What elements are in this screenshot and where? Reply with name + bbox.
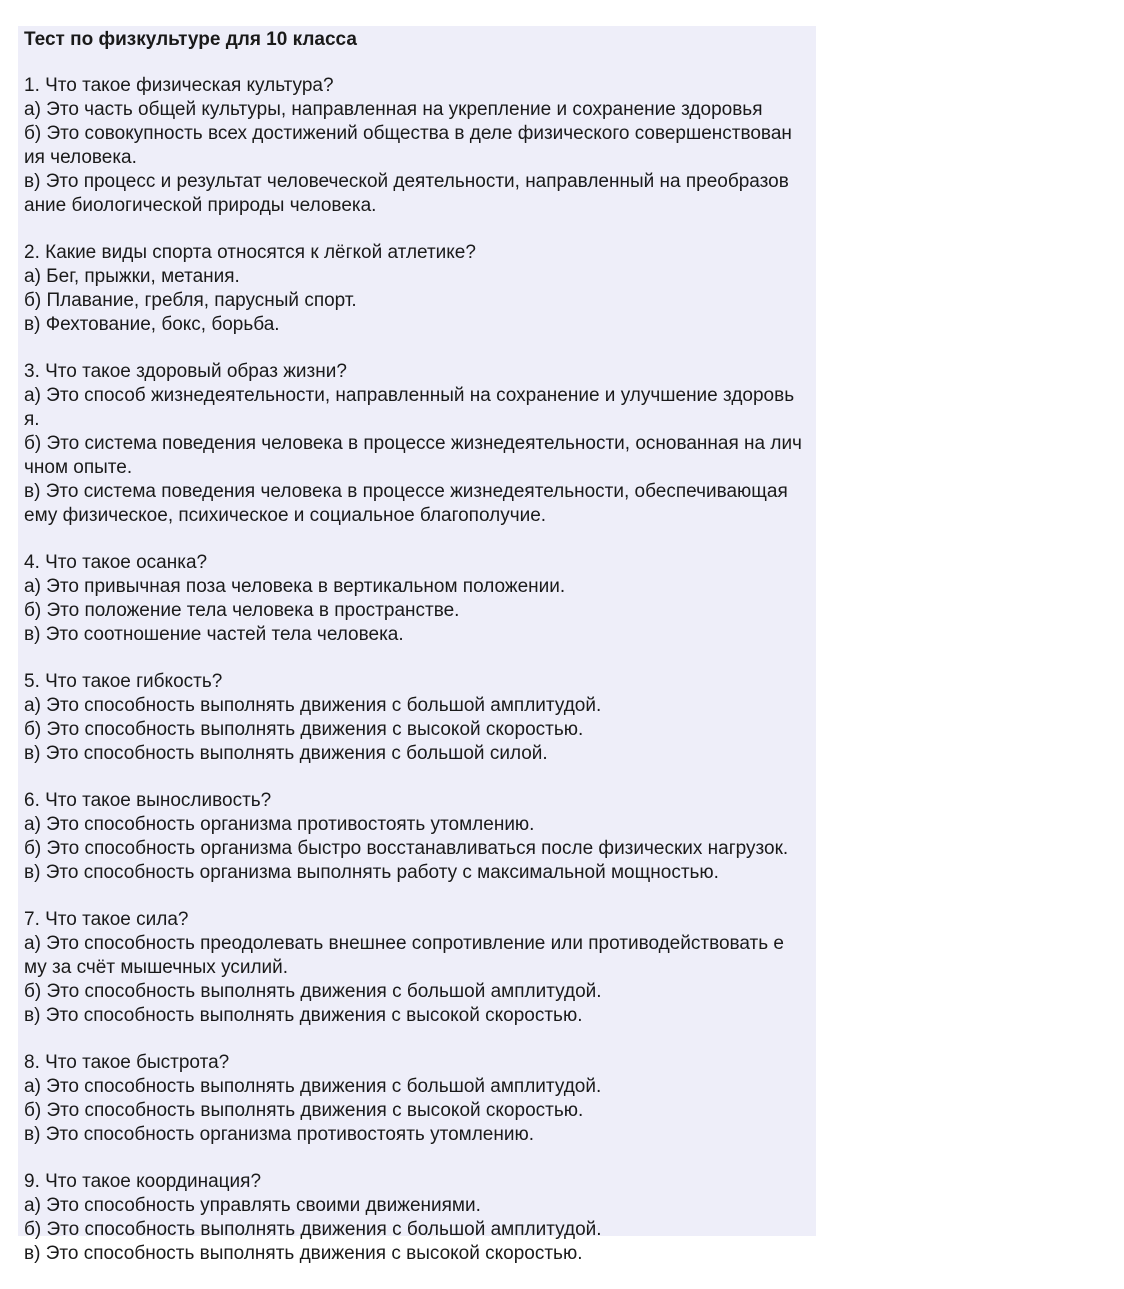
question-text: 8. Что такое быстрота? bbox=[24, 1052, 230, 1073]
answer-line: б) Плавание, гребля, парусный спорт. bbox=[24, 290, 357, 311]
question-1 bbox=[24, 74, 1124, 218]
question-text: 1. Что такое физическая культура? bbox=[24, 75, 334, 96]
answer-line: в) Это соотношение частей тела человека. bbox=[24, 624, 404, 645]
answer-line: б) Это способность организма быстро восстанавливаться после физических нагрузок. bbox=[24, 838, 789, 859]
answer-line: а) Это способность организма противостоять утомлению. bbox=[24, 814, 535, 835]
answer-option bbox=[24, 1242, 1124, 1266]
answer-line: в) Это способность организма противостоять утомлению. bbox=[24, 1124, 534, 1145]
question-4 bbox=[24, 551, 1124, 647]
question-8 bbox=[24, 1051, 1124, 1147]
answer-option bbox=[24, 1004, 1124, 1028]
question-text: 2. Какие виды спорта относятся к лёгкой атлетике? bbox=[24, 242, 476, 263]
document-content bbox=[24, 28, 1124, 1289]
answer-line: б) Это способность выполнять движения с высокой скоростью. bbox=[24, 1100, 584, 1121]
answer-line: а) Это часть общей культуры, направленная на укрепление и сохранение здоровья bbox=[24, 99, 763, 120]
answer-line: а) Это способность управлять своими движениями. bbox=[24, 1195, 481, 1216]
answer-option bbox=[24, 1099, 1124, 1123]
answer-option bbox=[24, 313, 1124, 337]
question-9 bbox=[24, 1170, 1124, 1266]
answer-line: а) Бег, прыжки, метания. bbox=[24, 266, 240, 287]
answer-option bbox=[24, 932, 1124, 980]
answer-option bbox=[24, 861, 1124, 885]
answer-option bbox=[24, 623, 1124, 647]
answer-line: б) Это совокупность всех достижений общества в деле физического совершенствован bbox=[24, 123, 792, 144]
answer-option bbox=[24, 265, 1124, 289]
answer-option bbox=[24, 837, 1124, 861]
answer-line: ия человека. bbox=[24, 147, 137, 168]
answer-option bbox=[24, 289, 1124, 313]
answer-line: а) Это привычная поза человека в вертикальном положении. bbox=[24, 576, 566, 597]
question-list bbox=[24, 74, 1124, 1266]
answer-option bbox=[24, 1075, 1124, 1099]
answer-option bbox=[24, 122, 1124, 170]
answer-line: а) Это способность преодолевать внешнее сопротивление или противодействовать е bbox=[24, 933, 784, 954]
answer-line: в) Это способность организма выполнять работу с максимальной мощностью. bbox=[24, 862, 719, 883]
answer-line: в) Это способность выполнять движения с большой силой. bbox=[24, 743, 548, 764]
answer-line: я. bbox=[24, 409, 40, 430]
question-text: 7. Что такое сила? bbox=[24, 909, 189, 930]
question-7 bbox=[24, 908, 1124, 1028]
answer-line: а) Это способность выполнять движения с большой амплитудой. bbox=[24, 1076, 602, 1097]
answer-line: б) Это положение тела человека в пространстве. bbox=[24, 600, 460, 621]
question-text: 4. Что такое осанка? bbox=[24, 552, 208, 573]
answer-line: в) Это способность выполнять движения с высокой скоростью. bbox=[24, 1005, 583, 1026]
answer-line: в) Это система поведения человека в процессе жизнедеятельности, обеспечивающая bbox=[24, 481, 788, 502]
answer-option bbox=[24, 742, 1124, 766]
answer-option bbox=[24, 384, 1124, 432]
answer-option bbox=[24, 432, 1124, 480]
answer-line: б) Это способность выполнять движения с высокой скоростью. bbox=[24, 719, 584, 740]
answer-line: б) Это способность выполнять движения с большой амплитудой. bbox=[24, 1219, 602, 1240]
question-5 bbox=[24, 670, 1124, 766]
question-3 bbox=[24, 360, 1124, 528]
answer-option bbox=[24, 980, 1124, 1004]
document-page bbox=[18, 26, 816, 1264]
answer-option bbox=[24, 1218, 1124, 1242]
answer-line: чном опыте. bbox=[24, 457, 133, 478]
answer-option bbox=[24, 813, 1124, 837]
answer-line: ание биологической природы человека. bbox=[24, 195, 377, 216]
answer-option bbox=[24, 575, 1124, 599]
document-title: Тест по физкультуре для 10 класса bbox=[24, 29, 357, 50]
answer-line: в) Это способность выполнять движения с высокой скоростью. bbox=[24, 1243, 583, 1264]
answer-option bbox=[24, 599, 1124, 623]
answer-option bbox=[24, 694, 1124, 718]
question-text: 6. Что такое выносливость? bbox=[24, 790, 272, 811]
answer-line: му за счёт мышечных усилий. bbox=[24, 957, 289, 978]
answer-line: в) Фехтование, бокс, борьба. bbox=[24, 314, 280, 335]
answer-line: б) Это система поведения человека в процессе жизнедеятельности, основанная на лич bbox=[24, 433, 802, 454]
answer-option bbox=[24, 170, 1124, 218]
answer-option bbox=[24, 1123, 1124, 1147]
answer-line: в) Это процесс и результат человеческой деятельности, направленный на преобразов bbox=[24, 171, 789, 192]
answer-option bbox=[24, 1194, 1124, 1218]
question-6 bbox=[24, 789, 1124, 885]
answer-line: ему физическое, психическое и социальное благополучие. bbox=[24, 505, 547, 526]
question-2 bbox=[24, 241, 1124, 337]
question-text: 3. Что такое здоровый образ жизни? bbox=[24, 361, 347, 382]
question-text: 9. Что такое координация? bbox=[24, 1171, 262, 1192]
question-text: 5. Что такое гибкость? bbox=[24, 671, 223, 692]
answer-line: а) Это способ жизнедеятельности, направленный на сохранение и улучшение здоровь bbox=[24, 385, 795, 406]
answer-option bbox=[24, 718, 1124, 742]
answer-option bbox=[24, 480, 1124, 528]
answer-line: б) Это способность выполнять движения с большой амплитудой. bbox=[24, 981, 602, 1002]
answer-option bbox=[24, 98, 1124, 122]
answer-line: а) Это способность выполнять движения с большой амплитудой. bbox=[24, 695, 602, 716]
